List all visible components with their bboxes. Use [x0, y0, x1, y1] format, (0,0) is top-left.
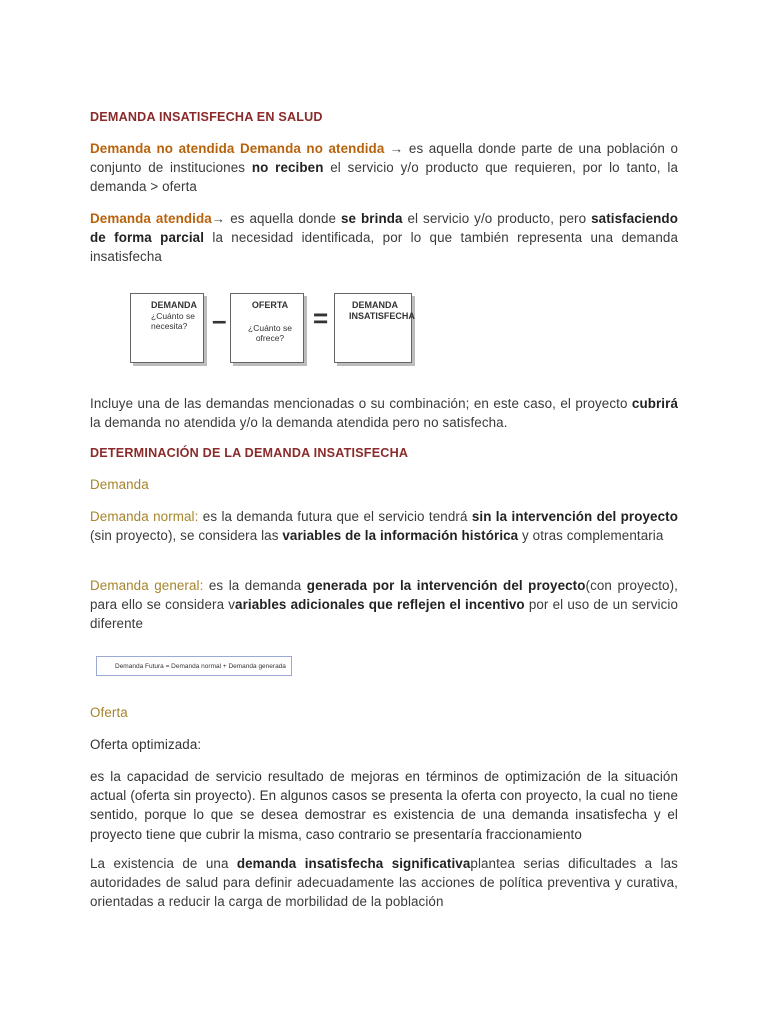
text: la necesidad identificada, por lo que también representa una demanda insatisfecha — [90, 230, 678, 265]
text: (sin proyecto), se considera las — [90, 528, 283, 544]
diagram-box-oferta-subtitle: ¿Cuánto se ofrece? — [248, 322, 292, 343]
bold-text: cubrirá — [631, 396, 678, 411]
text: la demanda no atendida y/o la demanda atendida pero no satisfecha. — [90, 415, 508, 431]
text: La existencia de una — [90, 856, 237, 871]
paragraph-demanda-no-atendida — [90, 139, 678, 197]
subheading-demanda: Demanda — [90, 477, 149, 492]
term-demanda-no-atendida: Demanda no atendida Demanda no atendida — [90, 141, 385, 156]
text: es la demanda futura que el servicio tendrá — [198, 509, 472, 524]
diagram-box-demanda-title: DEMANDA — [151, 300, 197, 310]
text: → es aquella donde parte de una población o conjunto de instituciones — [90, 141, 678, 176]
bold-text: generada por la intervención del proyecto — [306, 578, 586, 593]
paragraph-incluye — [90, 394, 678, 432]
text: (con proyecto), para ello se considera v — [90, 578, 678, 613]
diagram-box-oferta-title: OFERTA — [251, 300, 289, 310]
formula-box: Demanda Futura = Demanda normal + Demanda generada — [96, 656, 292, 676]
heading-determinacion: DETERMINACIÓN DE LA DEMANDA INSATISFECHA — [90, 446, 409, 460]
term-demanda-normal: Demanda normal: — [90, 509, 199, 524]
text: Incluye una de las demandas mencionadas o su combinación; en este caso, el proyecto — [90, 396, 632, 411]
diagram-box-insatisfecha-title: DEMANDA INSATISFECHA — [349, 300, 415, 321]
text: → es aquella donde — [211, 211, 341, 226]
text: por el uso de un servicio diferente — [90, 597, 679, 632]
term-demanda-atendida: Demanda atendida — [90, 211, 212, 226]
paragraph-demanda-atendida — [90, 209, 678, 267]
equals-sign: = — [313, 303, 329, 333]
bold-text: variables de la información histórica — [282, 528, 519, 544]
paragraph-demanda-normal — [90, 507, 678, 545]
paragraph-existencia — [90, 854, 678, 912]
paragraph-oferta-optimizada: Oferta optimizada: — [90, 737, 202, 752]
text: plantea serias dificultades a las autoridades de salud para definir adecuadamente las acciones de política preventiva y curativa, orientadas a reducir la carga de morbilidad de la población — [90, 856, 678, 910]
bold-text: sin la intervención del proyecto — [471, 509, 678, 524]
bold-text: se brinda — [341, 211, 403, 226]
diagram-box-demanda — [130, 293, 204, 363]
heading-demanda-insatisfecha: DEMANDA INSATISFECHA EN SALUD — [90, 110, 323, 124]
paragraph-demanda-general — [90, 576, 678, 634]
text: y otras complementaria — [518, 528, 664, 544]
diagram-box-oferta — [230, 293, 304, 363]
demand-diagram — [130, 293, 414, 367]
text: es la demanda — [203, 578, 307, 593]
bold-text: ariables adicionales que reflejen el incentivo — [235, 597, 525, 613]
diagram-box-demanda-insatisfecha — [334, 293, 415, 363]
bold-text: demanda insatisfecha significativa — [236, 856, 471, 871]
subheading-oferta: Oferta — [90, 705, 128, 720]
text: el servicio y/o producto, pero — [402, 211, 592, 226]
bold-text: no reciben — [251, 160, 324, 176]
term-demanda-general: Demanda general: — [90, 578, 204, 593]
paragraph-oferta-descripcion: es la capacidad de servicio resultado de mejoras en términos de optimización de la situación actual (oferta sin proyecto). En algunos casos se presenta la oferta con proyecto, la cual no tiene sentido, porque lo que se desea demostrar es existencia de una demanda insatisfecha y el proyecto tiene que cubrir la misma, caso contrario se presentaría fraccionamiento — [90, 769, 678, 842]
minus-sign: – — [212, 305, 227, 335]
text: el servicio y/o producto que requieren, por lo tanto, la demanda > oferta — [90, 160, 678, 195]
diagram-box-demanda-subtitle: ¿Cuánto se necesita? — [151, 310, 195, 331]
bold-text: satisfaciendo de forma parcial — [90, 211, 678, 246]
